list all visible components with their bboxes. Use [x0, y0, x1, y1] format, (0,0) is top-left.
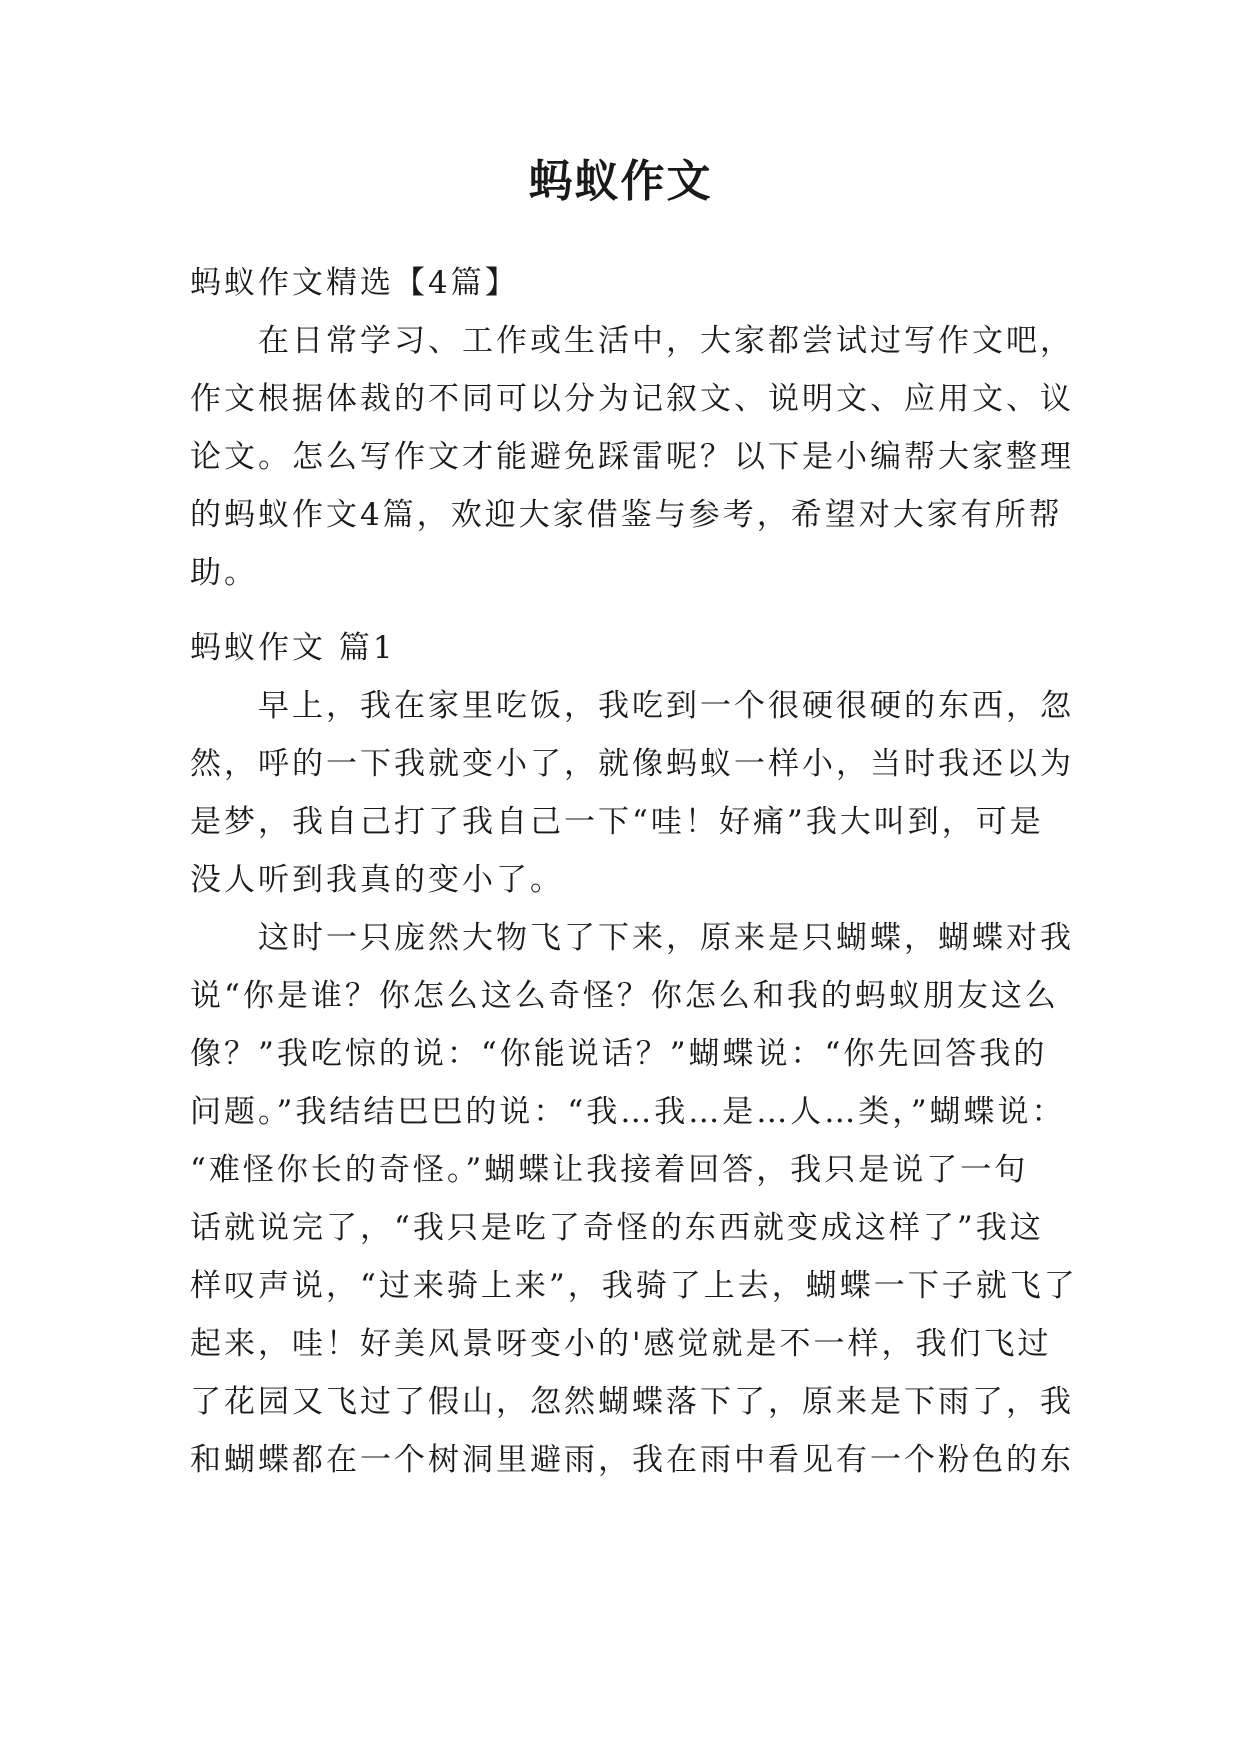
- essay-section: [190, 619, 1090, 1489]
- paragraph-line: 像？”我吃惊的说：“你能说话？”蝴蝶说：“你先回答我的: [190, 1036, 1048, 1072]
- intro-block: [190, 254, 1090, 602]
- intro-line: 的蚂蚁作文4篇，欢迎大家借鉴与参考，希望对大家有所帮: [190, 497, 1063, 533]
- paragraph-line: 起来，哇！好美风景呀变小的'感觉就是不一样，我们飞过: [190, 1326, 1052, 1362]
- intro-line: 助。: [190, 555, 258, 591]
- paragraph-line: “难怪你长的奇怪。”蝴蝶让我接着回答，我只是说了一句: [190, 1152, 1029, 1188]
- paragraph-line: 没人听到我真的变小了。: [190, 862, 564, 898]
- intro-line: 在日常学习、工作或生活中，大家都尝试过写作文吧，: [258, 323, 1074, 359]
- paragraph-line: 然，呼的一下我就变小了，就像蚂蚁一样小，当时我还以为: [190, 746, 1074, 782]
- paragraph-line: 早上，我在家里吃饭，我吃到一个很硬很硬的东西，忽: [258, 688, 1074, 724]
- paragraph-line: 这时一只庞然大物飞了下来，原来是只蝴蝶，蝴蝶对我: [258, 920, 1074, 956]
- paragraph-line: 说“你是谁？你怎么这么奇怪？你怎么和我的蚂蚁朋友这么: [190, 978, 1059, 1014]
- paragraph-line: 样叹声说，“过来骑上来”，我骑了上去，蝴蝶一下子就飞了: [190, 1268, 1078, 1304]
- intro-line: 作文根据体裁的不同可以分为记叙文、说明文、应用文、议: [190, 381, 1074, 417]
- section-heading: 蚂蚁作文 篇1: [190, 630, 396, 666]
- paragraph-line: 问题。”我结结巴巴的说：“我…我…是…人…类，”蝴蝶说：: [190, 1094, 1066, 1130]
- intro-line: 论文。怎么写作文才能避免踩雷呢？以下是小编帮大家整理: [190, 439, 1074, 475]
- intro-heading: 蚂蚁作文精选【4篇】: [190, 265, 519, 301]
- paragraph-line: 是梦，我自己打了我自己一下“哇！好痛”我大叫到，可是: [190, 804, 1044, 840]
- document-title: 蚂蚁作文: [528, 156, 713, 207]
- paragraph-line: 和蝴蝶都在一个树洞里避雨，我在雨中看见有一个粉色的东: [190, 1442, 1074, 1478]
- paragraph-line: 了花园又飞过了假山，忽然蝴蝶落下了，原来是下雨了，我: [190, 1384, 1074, 1420]
- paragraph-line: 话就说完了，“我只是吃了奇怪的东西就变成这样了”我这: [190, 1210, 1044, 1246]
